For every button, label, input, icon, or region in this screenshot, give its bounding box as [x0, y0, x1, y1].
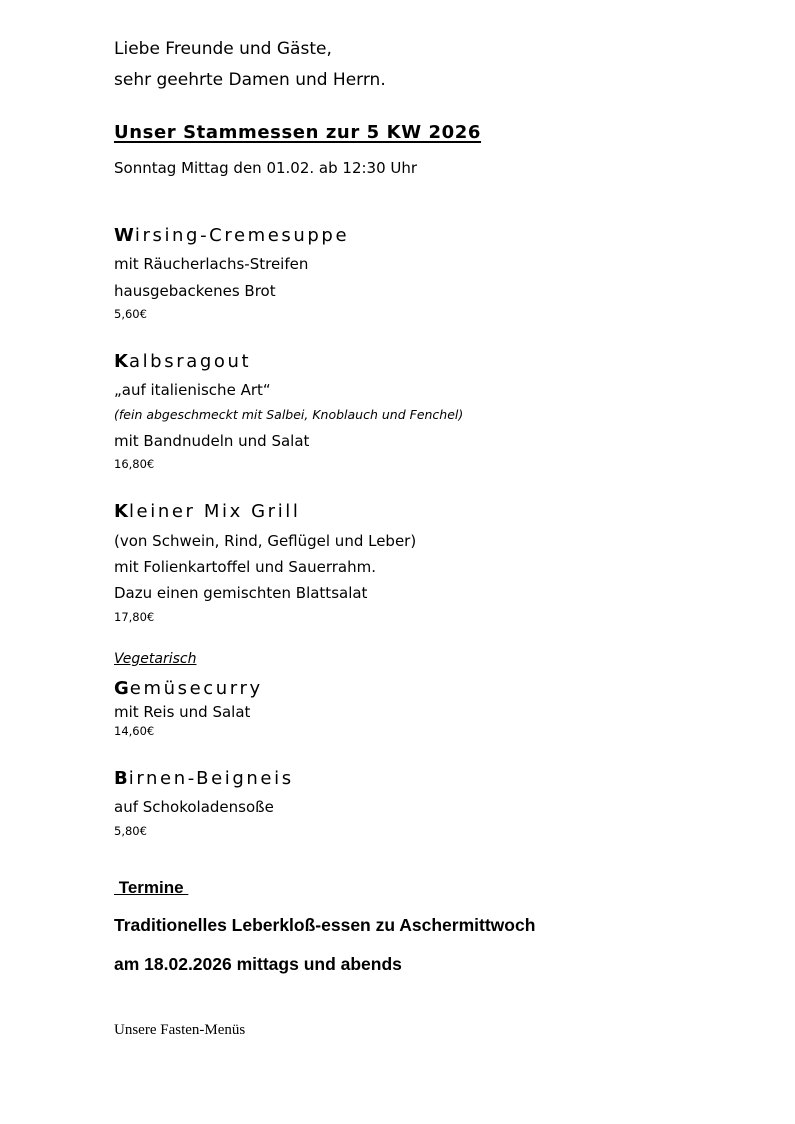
dish-price: 16,80€ — [114, 457, 155, 471]
dish-description: mit Bandnudeln und Salat — [114, 432, 310, 450]
dish-title — [114, 501, 301, 522]
termine-heading: Termine — [114, 878, 189, 897]
dish-description: Dazu einen gemischten Blattsalat — [114, 584, 368, 602]
date-line: Sonntag Mittag den 01.02. ab 12:30 Uhr — [114, 159, 418, 177]
dish-initial: G — [114, 678, 130, 699]
dish-price: 14,60€ — [114, 724, 155, 738]
dish-description: auf Schokoladensoße — [114, 798, 274, 816]
greeting-line-1: Liebe Freunde und Gäste, — [114, 39, 332, 59]
dish-description: (von Schwein, Rind, Geflügel und Leber) — [114, 532, 417, 550]
dish-initial: K — [114, 501, 129, 522]
dish-title — [114, 351, 251, 372]
dish-initial: W — [114, 225, 135, 246]
dish-title — [114, 768, 294, 789]
dish-note: (fein abgeschmeckt mit Salbei, Knoblauch und Fenchel) — [114, 407, 464, 422]
fasten-menus-text: Unsere Fasten-Menüs — [114, 1022, 246, 1038]
dish-price: 5,60€ — [114, 307, 147, 321]
dish-description: mit Räucherlachs-Streifen — [114, 255, 309, 273]
dish-title — [114, 225, 349, 246]
dish-title — [114, 678, 263, 699]
vegetarian-label: Vegetarisch — [114, 651, 197, 667]
dish-title-rest: irsing-Cremesuppe — [134, 225, 350, 246]
dish-price: 5,80€ — [114, 824, 147, 838]
dish-description: „auf italienische Art“ — [114, 381, 271, 399]
event-line-2: am 18.02.2026 mittags und abends — [114, 954, 402, 974]
dish-initial: B — [114, 768, 129, 789]
dish-description: hausgebackenes Brot — [114, 282, 276, 300]
dish-title-rest: leiner Mix Grill — [128, 501, 301, 522]
dish-title-rest: emüsecurry — [129, 678, 263, 699]
dish-title-rest: irnen-Beigneis — [128, 768, 294, 789]
dish-initial: K — [114, 351, 129, 372]
dish-price: 17,80€ — [114, 610, 155, 624]
dish-description: mit Folienkartoffel und Sauerrahm. — [114, 558, 377, 576]
greeting-line-2: sehr geehrte Damen und Herrn. — [114, 70, 386, 90]
event-line-1: Traditionelles Leberkloß-essen zu Aschermittwoch — [114, 915, 536, 935]
dish-title-rest: albsragout — [128, 351, 252, 372]
dish-description: mit Reis und Salat — [114, 703, 251, 721]
menu-heading: Unser Stammessen zur 5 KW 2026 — [114, 122, 482, 143]
